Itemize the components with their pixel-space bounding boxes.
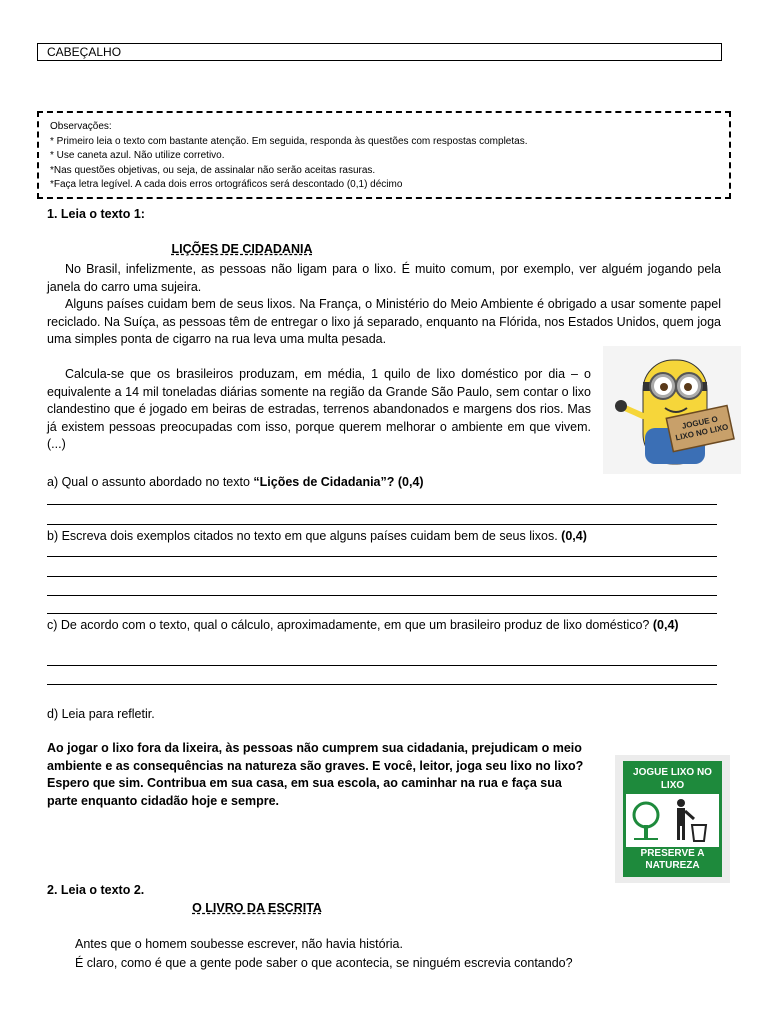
text1-paragraph-3: Calcula-se que os brasileiros produzam, em média, 1 quilo de lixo doméstico por dia – o equivalente a 14 mil toneladas diárias somente na região da Grande São Paulo, sem contar o lixo clandestino que é jogado em beiras de estradas, terrenos abandonados e margens dos rios. Mas já existem pessoas preocupadas com isso, porque querem melhorar o ambiente em que vivem. (...)	[47, 367, 591, 451]
question-a-text: a) Qual o assunto abordado no texto	[47, 475, 254, 489]
observations-box	[37, 111, 731, 199]
minion-sign-text: JOGUE O LIXO NO LIXO	[674, 414, 730, 443]
question-c-bold: (0,4)	[652, 618, 679, 632]
text1-title: LIÇÕES DE CIDADANIA	[171, 242, 313, 256]
text1-paragraph-2: Alguns países cuidam bem de seus lixos. Na França, o Ministério do Meio Ambiente é obrigado a usar somente papel reciclado. Na Suíça, as pessoas têm de entregar o lixo já separado, enquanto na Flórida, nos Estados Unidos, quem joga uma simples ponta de cigarro na rua leva uma multa pesada.	[47, 297, 721, 346]
answer-line[interactable]	[47, 504, 717, 505]
reflection-text: Ao jogar o lixo fora da lixeira, às pessoas não cumprem sua cidadania, prejudicam o meio ambiente e as consequências na natureza são graves. E você, leitor, joga seu lixo no lixo? Espero que sim. Contribua em sua casa, em sua escola, ao caminhar na rua e faça sua parte enquanto cidadão hoje e sempre.	[47, 741, 584, 808]
text1-paragraph-1: No Brasil, infelizmente, as pessoas não ligam para o lixo. É muito comum, por exemplo, ver alguém jogando pela janela do carro uma sujeira.	[47, 262, 721, 294]
answer-line[interactable]	[47, 524, 717, 525]
answer-line[interactable]	[47, 556, 717, 557]
question-c	[47, 617, 721, 633]
question-c-text: c) De acordo com o texto, qual o cálculo, aproximadamente, em que um brasileiro produz de lixo doméstico?	[47, 618, 653, 632]
question-b-text: b) Escreva dois exemplos citados no texto em que alguns países cuidam bem de seus lixos.	[47, 529, 562, 543]
answer-line[interactable]	[47, 684, 717, 685]
observation-item: *Faça letra legível. A cada dois erros ortográficos será descontado (0,1) décimo	[50, 179, 403, 190]
sign-bottom-text: PRESERVE A NATUREZA	[626, 847, 719, 874]
observation-item: *Nas questões objetivas, ou seja, de assinalar não serão aceitas rasuras.	[50, 164, 376, 176]
section2-heading: 2. Leia o texto 2.	[47, 883, 145, 897]
answer-line[interactable]	[47, 595, 717, 596]
text2-title: O LIVRO DA ESCRITA	[192, 901, 322, 915]
answer-line[interactable]	[47, 576, 717, 577]
question-b-bold: (0,4)	[561, 529, 587, 543]
question-a	[47, 474, 424, 490]
question-b	[47, 528, 587, 544]
question-a-bold: “Lições de Cidadania”? (0,4)	[253, 475, 424, 489]
sign-top-text: JOGUE LIXO NO LIXO	[626, 764, 719, 794]
text2-line-1: Antes que o homem soubesse escrever, não havia história.	[75, 937, 403, 951]
header-box[interactable]	[37, 43, 722, 61]
preserve-nature-sign	[615, 755, 730, 883]
text2-line-2: É claro, como é que a gente pode saber o que acontecia, se ninguém escrevia contando?	[75, 956, 573, 970]
observations-title: Observações:	[50, 121, 112, 132]
observation-item: * Primeiro leia o texto com bastante atenção. Em seguida, responda às questões com respostas completas.	[50, 135, 528, 147]
sign-pictogram-icon	[626, 797, 719, 843]
section1-heading: 1. Leia o texto 1:	[47, 207, 145, 221]
observation-item: * Use caneta azul. Não utilize corretivo.	[50, 150, 225, 161]
question-d: d) Leia para refletir.	[47, 707, 155, 721]
header-label: CABEÇALHO	[47, 45, 122, 59]
minion-illustration	[603, 346, 741, 474]
answer-line[interactable]	[47, 665, 717, 666]
answer-line[interactable]	[47, 613, 717, 614]
